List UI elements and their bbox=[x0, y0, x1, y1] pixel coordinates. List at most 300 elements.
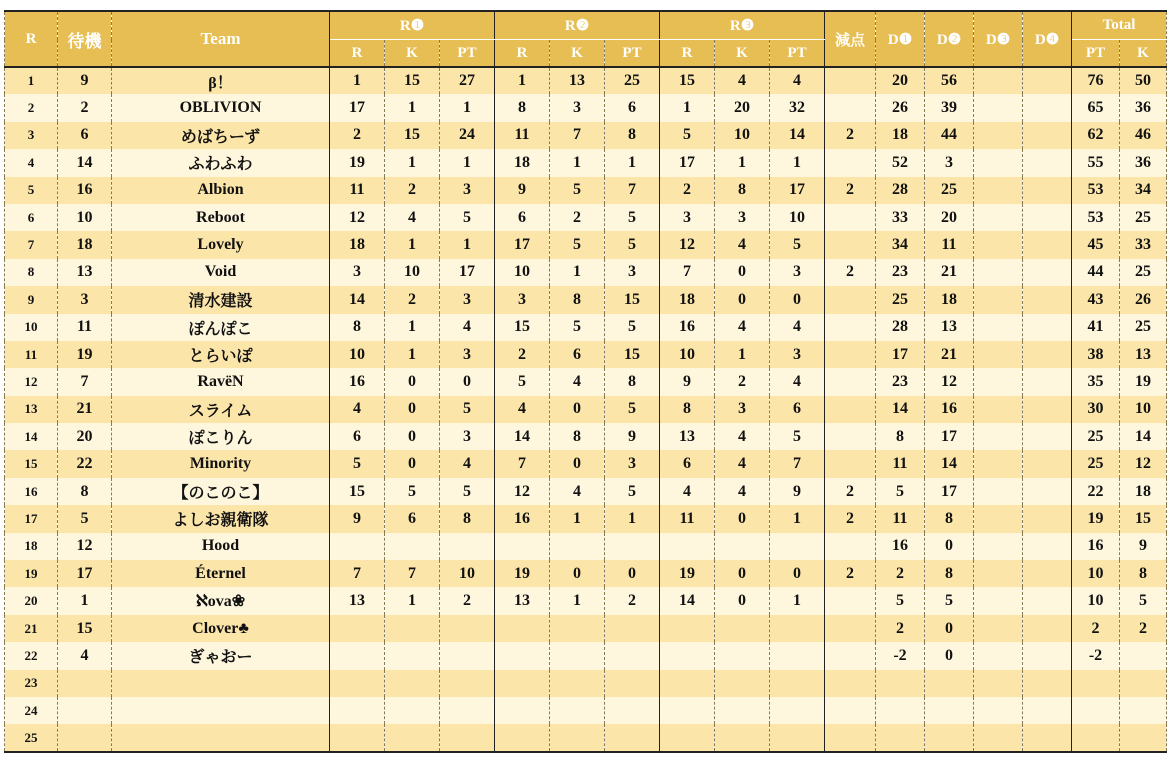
cell-d3 bbox=[974, 587, 1023, 614]
cell-team: Éternel bbox=[112, 560, 330, 587]
cell-r2-kills bbox=[550, 533, 605, 560]
cell-r3-rank bbox=[660, 697, 715, 724]
cell-penalty bbox=[825, 642, 876, 669]
cell-d2: 39 bbox=[925, 94, 974, 121]
cell-r1-points: 3 bbox=[440, 286, 495, 313]
cell-total-kills: 25 bbox=[1120, 314, 1167, 341]
cell-r1-kills bbox=[385, 670, 440, 697]
cell-r1-rank: 2 bbox=[330, 122, 385, 149]
cell-r1-points bbox=[440, 670, 495, 697]
cell-d3 bbox=[974, 259, 1023, 286]
cell-d2: 17 bbox=[925, 423, 974, 450]
cell-rank: 3 bbox=[5, 122, 58, 149]
cell-r1-kills: 15 bbox=[385, 122, 440, 149]
cell-r2-rank: 10 bbox=[495, 259, 550, 286]
header-d2: D❷ bbox=[925, 11, 974, 67]
cell-d2: 8 bbox=[925, 505, 974, 532]
cell-r3-rank: 8 bbox=[660, 396, 715, 423]
cell-r1-rank: 5 bbox=[330, 450, 385, 477]
cell-total-kills: 2 bbox=[1120, 615, 1167, 642]
cell-r2-rank bbox=[495, 697, 550, 724]
cell-r3-points: 9 bbox=[770, 478, 825, 505]
cell-rank: 15 bbox=[5, 450, 58, 477]
cell-total-points: 53 bbox=[1072, 177, 1120, 204]
cell-waiting: 22 bbox=[58, 450, 112, 477]
cell-r3-rank: 15 bbox=[660, 67, 715, 94]
cell-total-kills bbox=[1120, 670, 1167, 697]
cell-r2-kills: 2 bbox=[550, 204, 605, 231]
cell-r3-rank: 6 bbox=[660, 450, 715, 477]
cell-r2-points: 6 bbox=[605, 94, 660, 121]
cell-d3 bbox=[974, 478, 1023, 505]
cell-r1-rank: 8 bbox=[330, 314, 385, 341]
cell-r2-kills bbox=[550, 615, 605, 642]
header-team: Team bbox=[112, 11, 330, 67]
cell-r1-points: 3 bbox=[440, 341, 495, 368]
cell-d4 bbox=[1023, 697, 1072, 724]
cell-r3-points: 3 bbox=[770, 341, 825, 368]
cell-rank: 6 bbox=[5, 204, 58, 231]
cell-total-kills: 13 bbox=[1120, 341, 1167, 368]
cell-r3-points: 10 bbox=[770, 204, 825, 231]
cell-waiting: 6 bbox=[58, 122, 112, 149]
cell-waiting: 13 bbox=[58, 259, 112, 286]
cell-r1-kills: 1 bbox=[385, 231, 440, 258]
cell-r2-rank: 3 bbox=[495, 286, 550, 313]
cell-r1-rank: 3 bbox=[330, 259, 385, 286]
cell-total-points: 19 bbox=[1072, 505, 1120, 532]
cell-team: ぽこりん bbox=[112, 423, 330, 450]
cell-r2-rank: 1 bbox=[495, 67, 550, 94]
cell-r2-kills: 1 bbox=[550, 587, 605, 614]
cell-team: スライム bbox=[112, 396, 330, 423]
cell-r2-kills: 4 bbox=[550, 368, 605, 395]
cell-r1-rank: 9 bbox=[330, 505, 385, 532]
cell-r2-rank: 8 bbox=[495, 94, 550, 121]
cell-r2-kills bbox=[550, 697, 605, 724]
cell-rank: 19 bbox=[5, 560, 58, 587]
cell-d2: 0 bbox=[925, 642, 974, 669]
cell-d1: -2 bbox=[876, 642, 925, 669]
cell-waiting: 2 bbox=[58, 94, 112, 121]
cell-r3-rank: 2 bbox=[660, 177, 715, 204]
cell-d3 bbox=[974, 533, 1023, 560]
cell-r1-rank: 14 bbox=[330, 286, 385, 313]
cell-r2-points bbox=[605, 670, 660, 697]
cell-d1: 28 bbox=[876, 314, 925, 341]
cell-r3-kills bbox=[715, 724, 770, 751]
cell-r3-kills: 0 bbox=[715, 560, 770, 587]
cell-d2: 11 bbox=[925, 231, 974, 258]
header-penalty: 減点 bbox=[825, 11, 876, 67]
cell-waiting: 16 bbox=[58, 177, 112, 204]
cell-total-kills: 36 bbox=[1120, 94, 1167, 121]
cell-r3-points: 5 bbox=[770, 423, 825, 450]
cell-d4 bbox=[1023, 177, 1072, 204]
cell-r1-kills bbox=[385, 724, 440, 751]
cell-d1: 11 bbox=[876, 505, 925, 532]
cell-r3-kills: 1 bbox=[715, 149, 770, 176]
cell-r2-rank: 17 bbox=[495, 231, 550, 258]
cell-r2-rank bbox=[495, 642, 550, 669]
cell-r3-rank: 10 bbox=[660, 341, 715, 368]
cell-penalty bbox=[825, 149, 876, 176]
cell-r1-points bbox=[440, 533, 495, 560]
cell-r3-points: 17 bbox=[770, 177, 825, 204]
header-r3-points: PT bbox=[770, 40, 825, 68]
cell-r1-points bbox=[440, 697, 495, 724]
cell-r1-kills: 1 bbox=[385, 314, 440, 341]
cell-rank: 9 bbox=[5, 286, 58, 313]
cell-r1-kills: 1 bbox=[385, 149, 440, 176]
header-rank: R bbox=[5, 11, 58, 67]
cell-r1-points: 5 bbox=[440, 204, 495, 231]
cell-total-kills: 12 bbox=[1120, 450, 1167, 477]
cell-d3 bbox=[974, 642, 1023, 669]
cell-waiting: 5 bbox=[58, 505, 112, 532]
cell-d4 bbox=[1023, 149, 1072, 176]
table-row bbox=[5, 615, 1167, 642]
cell-r2-kills bbox=[550, 642, 605, 669]
cell-waiting: 20 bbox=[58, 423, 112, 450]
cell-team: めばちーず bbox=[112, 122, 330, 149]
cell-r1-points bbox=[440, 642, 495, 669]
cell-r2-points: 2 bbox=[605, 587, 660, 614]
cell-r3-kills: 2 bbox=[715, 368, 770, 395]
cell-r2-kills: 6 bbox=[550, 341, 605, 368]
cell-rank: 5 bbox=[5, 177, 58, 204]
cell-r2-points bbox=[605, 697, 660, 724]
cell-total-points: 65 bbox=[1072, 94, 1120, 121]
cell-penalty: 2 bbox=[825, 505, 876, 532]
standings-sheet bbox=[4, 10, 1167, 753]
cell-d1 bbox=[876, 724, 925, 751]
cell-d2: 16 bbox=[925, 396, 974, 423]
cell-total-points: 22 bbox=[1072, 478, 1120, 505]
cell-r2-kills: 0 bbox=[550, 450, 605, 477]
cell-r2-kills: 1 bbox=[550, 149, 605, 176]
cell-d2: 14 bbox=[925, 450, 974, 477]
table-row bbox=[5, 67, 1167, 94]
cell-d3 bbox=[974, 724, 1023, 751]
cell-r3-kills: 4 bbox=[715, 450, 770, 477]
cell-r1-points: 0 bbox=[440, 368, 495, 395]
cell-r1-kills: 6 bbox=[385, 505, 440, 532]
cell-r1-rank bbox=[330, 697, 385, 724]
cell-penalty bbox=[825, 314, 876, 341]
table-row bbox=[5, 396, 1167, 423]
table-row bbox=[5, 478, 1167, 505]
table-header bbox=[5, 11, 1167, 67]
cell-penalty: 2 bbox=[825, 478, 876, 505]
cell-d2: 56 bbox=[925, 67, 974, 94]
cell-team: 【のこのこ】 bbox=[112, 478, 330, 505]
cell-waiting: 17 bbox=[58, 560, 112, 587]
cell-r3-kills: 0 bbox=[715, 587, 770, 614]
cell-d4 bbox=[1023, 478, 1072, 505]
cell-d3 bbox=[974, 122, 1023, 149]
cell-r1-rank: 10 bbox=[330, 341, 385, 368]
cell-r2-rank: 16 bbox=[495, 505, 550, 532]
cell-team: 清水建設 bbox=[112, 286, 330, 313]
cell-r2-rank: 7 bbox=[495, 450, 550, 477]
cell-r1-points bbox=[440, 724, 495, 751]
cell-total-kills: 34 bbox=[1120, 177, 1167, 204]
cell-r2-points: 3 bbox=[605, 450, 660, 477]
cell-r3-rank: 11 bbox=[660, 505, 715, 532]
cell-d4 bbox=[1023, 204, 1072, 231]
cell-r1-rank: 4 bbox=[330, 396, 385, 423]
header-r2-points: PT bbox=[605, 40, 660, 68]
cell-rank: 18 bbox=[5, 533, 58, 560]
cell-d4 bbox=[1023, 587, 1072, 614]
cell-r1-kills: 2 bbox=[385, 177, 440, 204]
cell-rank: 1 bbox=[5, 67, 58, 94]
cell-r1-points: 4 bbox=[440, 450, 495, 477]
cell-waiting: 8 bbox=[58, 478, 112, 505]
cell-total-points: 25 bbox=[1072, 423, 1120, 450]
cell-r2-points bbox=[605, 615, 660, 642]
header-r1-points: PT bbox=[440, 40, 495, 68]
cell-r3-rank: 9 bbox=[660, 368, 715, 395]
header-round-3: R❸ bbox=[660, 11, 825, 40]
cell-d3 bbox=[974, 450, 1023, 477]
cell-d2: 20 bbox=[925, 204, 974, 231]
cell-r3-kills: 8 bbox=[715, 177, 770, 204]
cell-r2-points: 5 bbox=[605, 478, 660, 505]
cell-d4 bbox=[1023, 505, 1072, 532]
cell-r3-rank: 4 bbox=[660, 478, 715, 505]
cell-r2-points: 1 bbox=[605, 505, 660, 532]
cell-total-kills: 5 bbox=[1120, 587, 1167, 614]
cell-r3-kills: 20 bbox=[715, 94, 770, 121]
cell-d1: 14 bbox=[876, 396, 925, 423]
cell-r3-rank bbox=[660, 642, 715, 669]
cell-r3-kills: 4 bbox=[715, 478, 770, 505]
cell-d1: 23 bbox=[876, 259, 925, 286]
cell-r3-points bbox=[770, 642, 825, 669]
cell-penalty bbox=[825, 94, 876, 121]
cell-r3-rank bbox=[660, 533, 715, 560]
cell-r2-points: 5 bbox=[605, 396, 660, 423]
cell-r1-kills bbox=[385, 533, 440, 560]
cell-r3-kills: 0 bbox=[715, 259, 770, 286]
cell-waiting: 11 bbox=[58, 314, 112, 341]
cell-r2-points: 1 bbox=[605, 149, 660, 176]
cell-team: Void bbox=[112, 259, 330, 286]
cell-r1-points: 3 bbox=[440, 423, 495, 450]
cell-d1: 52 bbox=[876, 149, 925, 176]
cell-d2: 44 bbox=[925, 122, 974, 149]
cell-r1-rank: 11 bbox=[330, 177, 385, 204]
cell-r2-points: 5 bbox=[605, 231, 660, 258]
cell-r2-points: 15 bbox=[605, 286, 660, 313]
cell-r1-points: 5 bbox=[440, 396, 495, 423]
cell-d3 bbox=[974, 149, 1023, 176]
cell-d4 bbox=[1023, 450, 1072, 477]
cell-d1: 18 bbox=[876, 122, 925, 149]
cell-r3-points: 1 bbox=[770, 149, 825, 176]
cell-r3-points bbox=[770, 615, 825, 642]
cell-d4 bbox=[1023, 341, 1072, 368]
cell-total-kills: 50 bbox=[1120, 67, 1167, 94]
header-total-points: PT bbox=[1072, 40, 1120, 68]
cell-r2-kills: 7 bbox=[550, 122, 605, 149]
cell-waiting: 4 bbox=[58, 642, 112, 669]
cell-r3-kills: 3 bbox=[715, 204, 770, 231]
cell-d3 bbox=[974, 423, 1023, 450]
cell-total-points bbox=[1072, 697, 1120, 724]
cell-r1-rank: 17 bbox=[330, 94, 385, 121]
cell-team: Reboot bbox=[112, 204, 330, 231]
cell-r2-rank: 12 bbox=[495, 478, 550, 505]
cell-r2-points: 0 bbox=[605, 560, 660, 587]
cell-total-kills: 15 bbox=[1120, 505, 1167, 532]
cell-penalty: 2 bbox=[825, 177, 876, 204]
cell-d4 bbox=[1023, 67, 1072, 94]
cell-r1-points: 1 bbox=[440, 94, 495, 121]
cell-r2-points: 25 bbox=[605, 67, 660, 94]
cell-d3 bbox=[974, 204, 1023, 231]
cell-total-points: 25 bbox=[1072, 450, 1120, 477]
cell-waiting bbox=[58, 724, 112, 751]
cell-rank: 12 bbox=[5, 368, 58, 395]
cell-r2-rank: 13 bbox=[495, 587, 550, 614]
cell-d1 bbox=[876, 670, 925, 697]
cell-team bbox=[112, 724, 330, 751]
cell-d3 bbox=[974, 286, 1023, 313]
cell-total-kills: 9 bbox=[1120, 533, 1167, 560]
cell-r1-points: 27 bbox=[440, 67, 495, 94]
cell-r2-rank: 19 bbox=[495, 560, 550, 587]
cell-total-kills: 33 bbox=[1120, 231, 1167, 258]
cell-r3-rank: 5 bbox=[660, 122, 715, 149]
cell-r1-points: 2 bbox=[440, 587, 495, 614]
cell-team: Clover♣ bbox=[112, 615, 330, 642]
cell-r2-rank: 11 bbox=[495, 122, 550, 149]
cell-d1: 2 bbox=[876, 615, 925, 642]
cell-r3-rank bbox=[660, 615, 715, 642]
cell-r1-rank: 13 bbox=[330, 587, 385, 614]
cell-r1-points: 3 bbox=[440, 177, 495, 204]
cell-r3-kills: 1 bbox=[715, 341, 770, 368]
cell-total-kills bbox=[1120, 697, 1167, 724]
cell-r1-points: 1 bbox=[440, 149, 495, 176]
cell-r2-points bbox=[605, 533, 660, 560]
cell-penalty bbox=[825, 533, 876, 560]
cell-d3 bbox=[974, 505, 1023, 532]
cell-total-points: 30 bbox=[1072, 396, 1120, 423]
cell-waiting: 14 bbox=[58, 149, 112, 176]
cell-d1: 16 bbox=[876, 533, 925, 560]
cell-r2-points: 7 bbox=[605, 177, 660, 204]
cell-d4 bbox=[1023, 423, 1072, 450]
cell-d3 bbox=[974, 314, 1023, 341]
cell-total-points: 53 bbox=[1072, 204, 1120, 231]
cell-waiting: 12 bbox=[58, 533, 112, 560]
cell-d3 bbox=[974, 697, 1023, 724]
table-row bbox=[5, 341, 1167, 368]
cell-r2-kills: 1 bbox=[550, 259, 605, 286]
cell-rank: 24 bbox=[5, 697, 58, 724]
cell-team: よしお親衛隊 bbox=[112, 505, 330, 532]
cell-r2-kills: 1 bbox=[550, 505, 605, 532]
cell-r3-rank: 18 bbox=[660, 286, 715, 313]
cell-rank: 2 bbox=[5, 94, 58, 121]
cell-d3 bbox=[974, 560, 1023, 587]
cell-d1: 26 bbox=[876, 94, 925, 121]
table-row bbox=[5, 642, 1167, 669]
header-round-2: R❷ bbox=[495, 11, 660, 40]
cell-r1-kills bbox=[385, 697, 440, 724]
cell-r3-points: 6 bbox=[770, 396, 825, 423]
cell-team: ふわふわ bbox=[112, 149, 330, 176]
cell-r1-rank bbox=[330, 533, 385, 560]
cell-r2-rank: 18 bbox=[495, 149, 550, 176]
cell-r3-rank: 13 bbox=[660, 423, 715, 450]
table-row bbox=[5, 314, 1167, 341]
cell-r3-rank: 19 bbox=[660, 560, 715, 587]
cell-r1-kills: 0 bbox=[385, 450, 440, 477]
cell-d2: 18 bbox=[925, 286, 974, 313]
cell-waiting: 21 bbox=[58, 396, 112, 423]
cell-d2: 21 bbox=[925, 341, 974, 368]
cell-total-kills: 10 bbox=[1120, 396, 1167, 423]
cell-r1-rank: 7 bbox=[330, 560, 385, 587]
cell-team: ぽんぽこ bbox=[112, 314, 330, 341]
cell-d4 bbox=[1023, 122, 1072, 149]
cell-d4 bbox=[1023, 396, 1072, 423]
cell-d1: 8 bbox=[876, 423, 925, 450]
cell-d4 bbox=[1023, 533, 1072, 560]
cell-rank: 16 bbox=[5, 478, 58, 505]
cell-penalty bbox=[825, 341, 876, 368]
table-row bbox=[5, 450, 1167, 477]
cell-r2-kills: 0 bbox=[550, 396, 605, 423]
cell-d2: 3 bbox=[925, 149, 974, 176]
cell-r3-points: 32 bbox=[770, 94, 825, 121]
cell-r3-kills bbox=[715, 670, 770, 697]
cell-waiting: 1 bbox=[58, 587, 112, 614]
standings-table bbox=[4, 10, 1167, 753]
cell-rank: 21 bbox=[5, 615, 58, 642]
cell-r2-kills: 8 bbox=[550, 423, 605, 450]
cell-d2: 12 bbox=[925, 368, 974, 395]
cell-r1-kills: 7 bbox=[385, 560, 440, 587]
cell-r3-rank bbox=[660, 670, 715, 697]
cell-r3-kills: 3 bbox=[715, 396, 770, 423]
cell-total-points: 10 bbox=[1072, 587, 1120, 614]
cell-d3 bbox=[974, 670, 1023, 697]
cell-d2: 21 bbox=[925, 259, 974, 286]
cell-r1-rank bbox=[330, 615, 385, 642]
cell-r3-kills: 4 bbox=[715, 423, 770, 450]
table-row bbox=[5, 533, 1167, 560]
cell-r1-points: 10 bbox=[440, 560, 495, 587]
cell-total-kills: 18 bbox=[1120, 478, 1167, 505]
cell-r1-rank bbox=[330, 670, 385, 697]
header-total-kills: K bbox=[1120, 40, 1167, 68]
header-r3-kills: K bbox=[715, 40, 770, 68]
table-row bbox=[5, 204, 1167, 231]
cell-r2-points bbox=[605, 724, 660, 751]
cell-d1: 11 bbox=[876, 450, 925, 477]
cell-team: ℵova❀ bbox=[112, 587, 330, 614]
cell-d2: 0 bbox=[925, 533, 974, 560]
table-row bbox=[5, 122, 1167, 149]
cell-rank: 20 bbox=[5, 587, 58, 614]
cell-r2-points: 9 bbox=[605, 423, 660, 450]
